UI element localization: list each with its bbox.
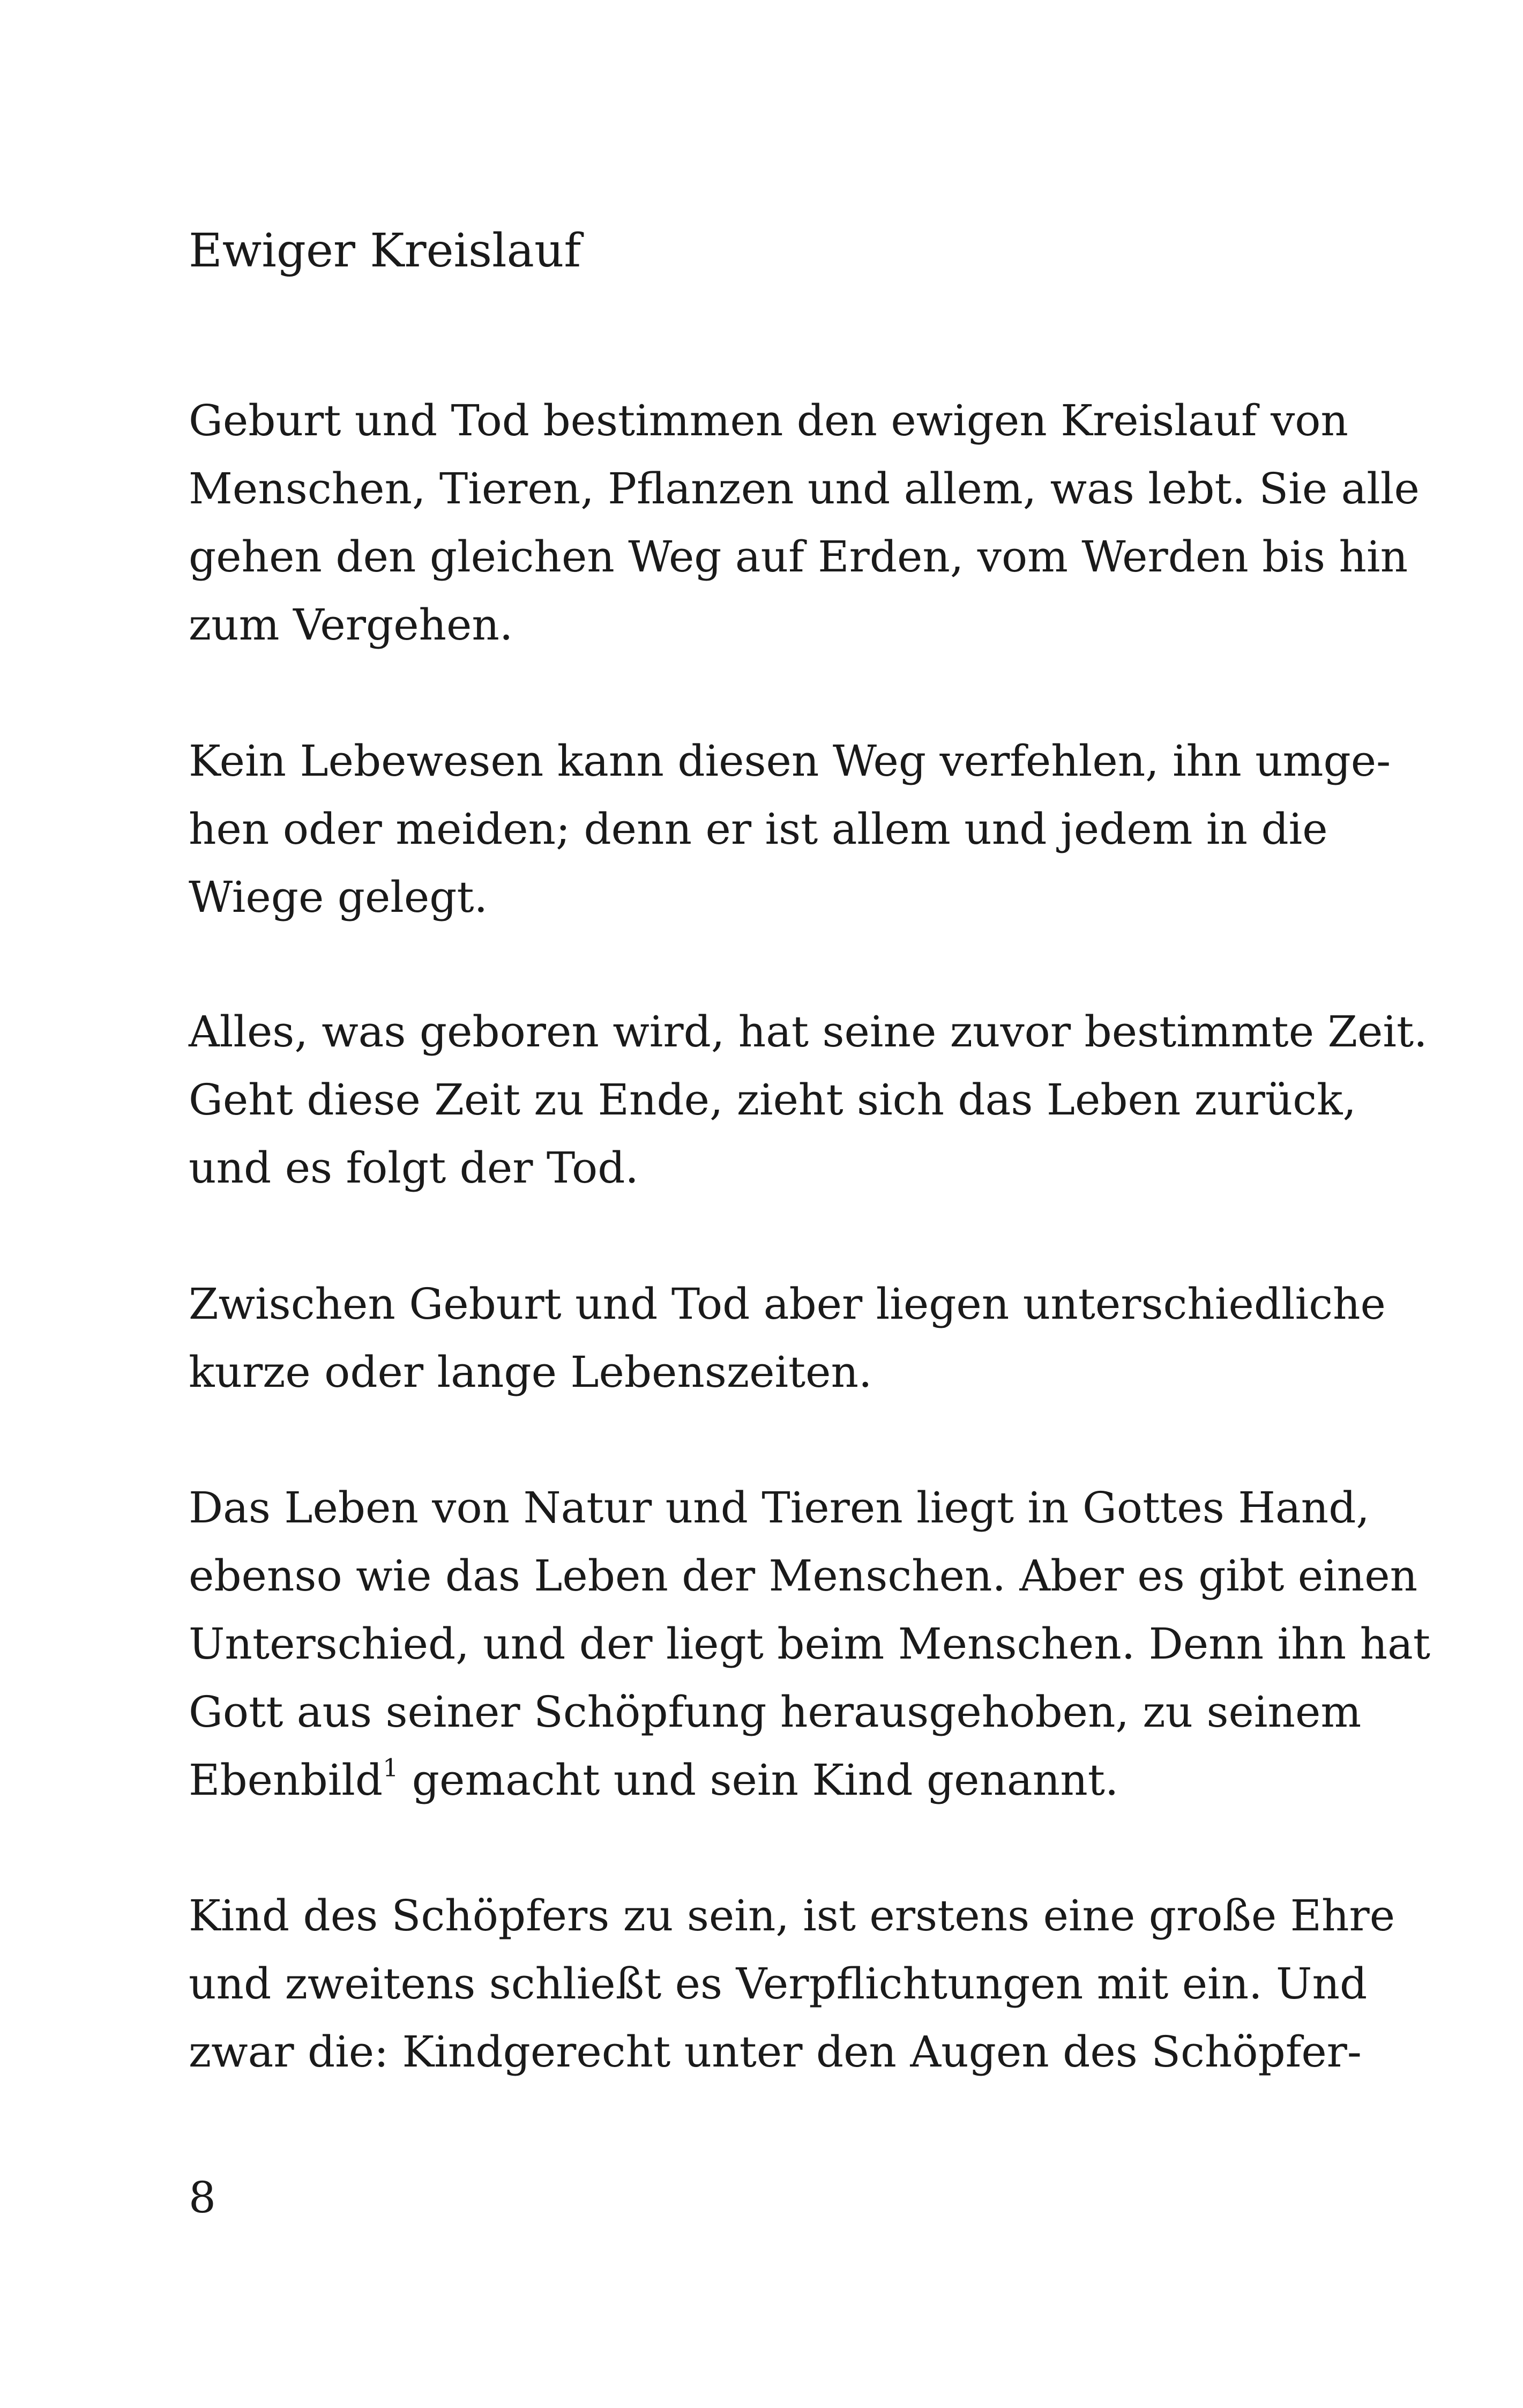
paragraph-5-line-2: ebenso wie das Leben der Menschen. Aber es gibt einen — [189, 1551, 1418, 1601]
paragraph-5-line-5 — [189, 1753, 1293, 1807]
paragraph-3-line-1: Alles, was geboren wird, hat seine zuvor bestimmte Zeit. — [189, 1007, 1428, 1057]
paragraph-1-line-4: zum Vergehen. — [189, 600, 513, 650]
ebenbild-word: Ebenbild — [189, 1755, 383, 1805]
paragraph-2-line-3: Wiege gelegt. — [189, 872, 488, 922]
paragraph-1-line-3: gehen den gleichen Weg auf Erden, vom Werden bis hin — [189, 532, 1408, 582]
paragraph-5-line-5-rest: gemacht und sein Kind genannt. — [398, 1755, 1119, 1805]
paragraph-1-line-1: Geburt und Tod bestimmen den ewigen Kreislauf von — [189, 396, 1348, 445]
paragraph-3-line-3: und es folgt der Tod. — [189, 1143, 639, 1193]
footnote-marker[interactable]: 1 — [383, 1753, 399, 1782]
paragraph-6-line-3: zwar die: Kindgerecht unter den Augen des Schöpfer- — [189, 2027, 1362, 2077]
paragraph-5-line-4: Gott aus seiner Schöpfung herausgehoben, zu seinem — [189, 1687, 1362, 1737]
page-number: 8 — [189, 2173, 216, 2223]
paragraph-2-line-2: hen oder meiden; denn er ist allem und jedem in die — [189, 804, 1328, 854]
paragraph-6-line-1: Kind des Schöpfers zu sein, ist erstens eine große Ehre — [189, 1891, 1395, 1941]
paragraph-1-line-2: Menschen, Tieren, Pflanzen und allem, was lebt. Sie alle — [189, 464, 1420, 514]
paragraph-5-line-3: Unterschied, und der liegt beim Menschen. Denn ihn hat — [189, 1619, 1430, 1669]
paragraph-4-line-2: kurze oder lange Lebenszeiten. — [189, 1347, 872, 1397]
paragraph-4-line-1: Zwischen Geburt und Tod aber liegen unterschiedliche — [189, 1279, 1386, 1329]
paragraph-6-line-2: und zweitens schließt es Verpflichtungen mit ein. Und — [189, 1959, 1368, 2009]
paragraph-3-line-2: Geht diese Zeit zu Ende, zieht sich das Leben zurück, — [189, 1075, 1356, 1125]
paragraph-5-line-1: Das Leben von Natur und Tieren liegt in Gottes Hand, — [189, 1483, 1370, 1533]
chapter-title: Ewiger Kreislauf — [189, 224, 581, 278]
paragraph-2-line-1: Kein Lebewesen kann diesen Weg verfehlen, ihn umge- — [189, 736, 1391, 786]
